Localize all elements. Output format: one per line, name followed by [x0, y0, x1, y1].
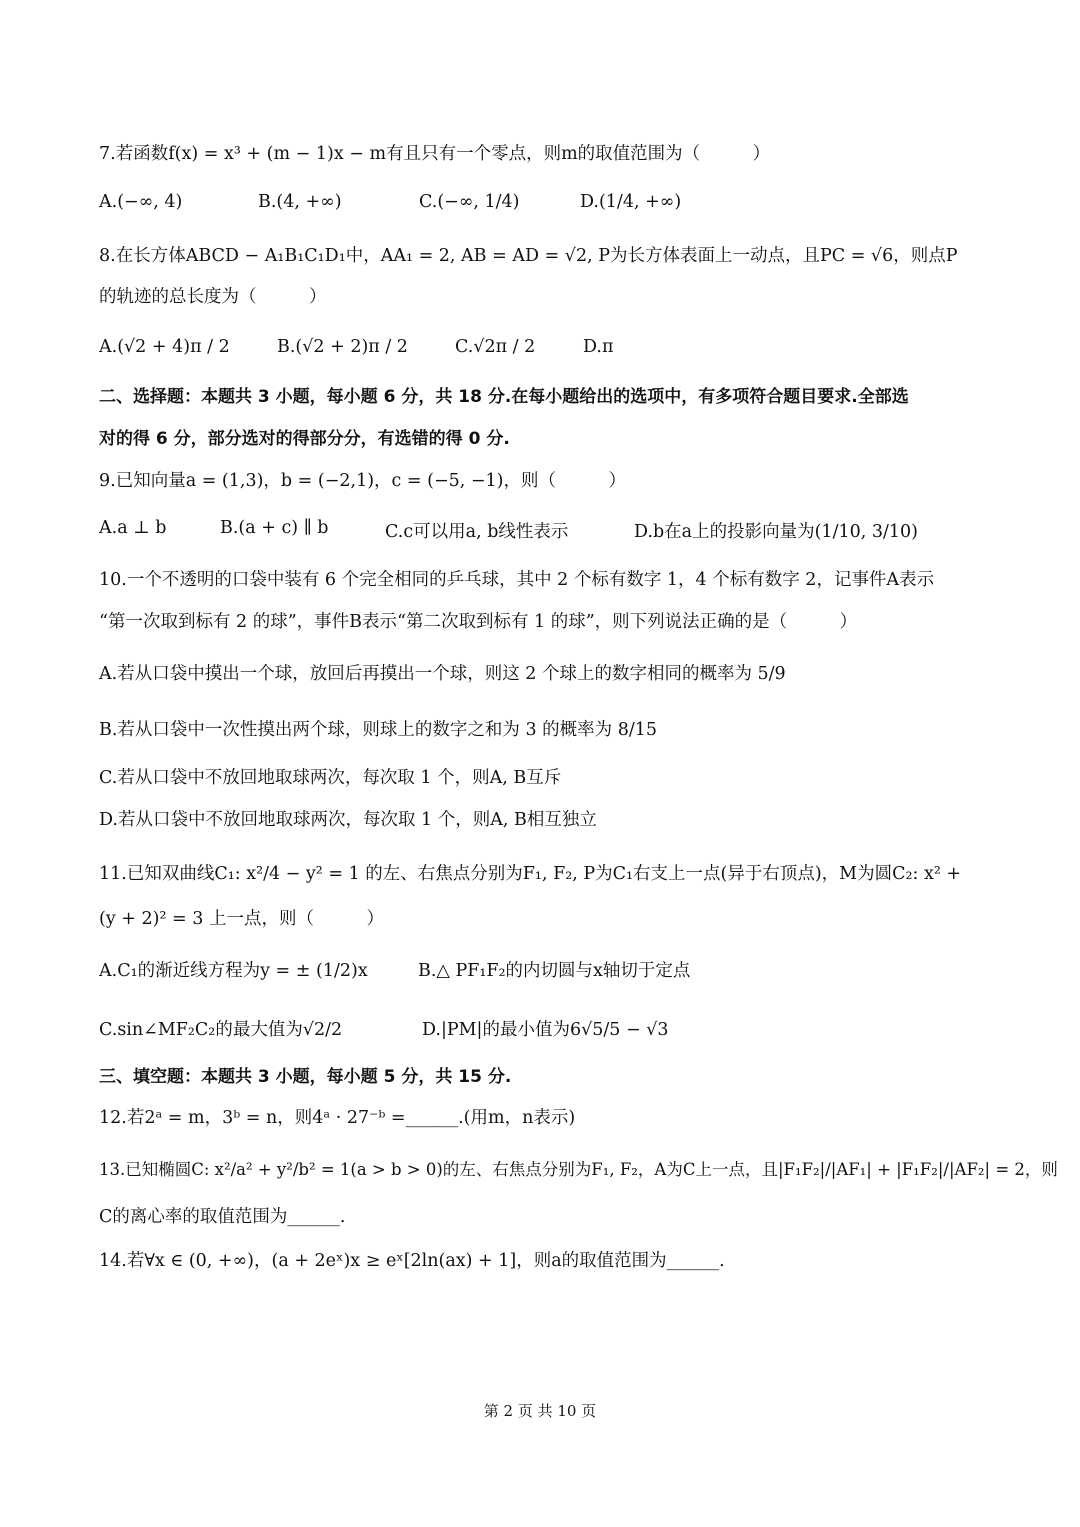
q11-option-b: B.△ PF₁F₂的内切圆与x轴切于定点 — [418, 961, 691, 981]
section3-heading: 三、填空题：本题共 3 小题，每小题 5 分，共 15 分. — [99, 1067, 512, 1087]
q12-stem: 12.若2ᵃ = m，3ᵇ = n，则4ᵃ · 27⁻ᵇ =______.(用m，n表示) — [99, 1108, 576, 1128]
q8-stem-line1: 8.在长方体ABCD − A₁B₁C₁D₁中，AA₁ = 2, AB = AD = √2, P为长方体表面上一动点，且PC = √6，则点P — [99, 246, 958, 266]
q11-stem-line2: (y + 2)² = 3 上一点，则（ ） — [99, 909, 384, 929]
section2-heading-line1: 二、选择题：本题共 3 小题，每小题 6 分，共 18 分.在每小题给出的选项中，有多项符合题目要求.全部选 — [99, 387, 909, 407]
q11-option-c: C.sin∠MF₂C₂的最大值为√2/2 — [99, 1020, 343, 1040]
q14-stem: 14.若∀x ∈ (0, +∞)，(a + 2eˣ)x ≥ eˣ[2ln(ax) + 1]，则a的取值范围为______. — [99, 1251, 725, 1271]
q10-stem-line2: “第一次取到标有 2 的球”，事件B表示“第二次取到标有 1 的球”，则下列说法正确的是（ ） — [99, 612, 858, 632]
q9-option-d: D.b在a上的投影向量为(1/10, 3/10) — [634, 522, 918, 542]
q9-option-c: C.c可以用a, b线性表示 — [385, 522, 569, 542]
q10-option-d: D.若从口袋中不放回地取球两次，每次取 1 个，则A, B相互独立 — [99, 810, 597, 830]
q9-option-b: B.(a + c) ∥ b — [220, 518, 329, 538]
section2-heading-line2: 对的得 6 分，部分选对的得部分分，有选错的得 0 分. — [99, 429, 510, 449]
q11-option-a: A.C₁的渐近线方程为y = ± (1/2)x — [99, 961, 368, 981]
q10-option-a: A.若从口袋中摸出一个球，放回后再摸出一个球，则这 2 个球上的数字相同的概率为 5/9 — [99, 664, 786, 684]
q8-option-a: A.(√2 + 4)π / 2 — [99, 337, 230, 357]
q7-option-c: C.(−∞, 1/4) — [419, 192, 520, 212]
q7-stem: 7.若函数f(x) = x³ + (m − 1)x − m有且只有一个零点，则m的取值范围为（ ） — [99, 144, 771, 164]
q9-stem: 9.已知向量a = (1,3)，b = (−2,1)，c = (−5, −1)，则（ ） — [99, 471, 627, 491]
q7-option-d: D.(1/4, +∞) — [580, 192, 682, 212]
q13-stem-line2: C的离心率的取值范围为______. — [99, 1207, 346, 1227]
q10-stem-line1: 10.一个不透明的口袋中装有 6 个完全相同的乒乓球，其中 2 个标有数字 1，4 个标有数字 2，记事件A表示 — [99, 570, 935, 590]
q11-option-d: D.|PM|的最小值为6√5/5 − √3 — [422, 1020, 669, 1040]
q9-option-a: A.a ⊥ b — [99, 518, 167, 538]
q13-stem-line1: 13.已知椭圆C: x²/a² + y²/b² = 1(a > b > 0)的左、右焦点分别为F₁, F₂，A为C上一点，且|F₁F₂|/|AF₁| + |F₁F₂|/|AF₂| = 2，则 — [99, 1160, 1058, 1179]
q7-option-b: B.(4, +∞) — [258, 192, 342, 212]
q11-stem-line1: 11.已知双曲线C₁: x²/4 − y² = 1 的左、右焦点分别为F₁, F₂, P为C₁右支上一点(异于右顶点)，M为圆C₂: x² + — [99, 864, 962, 884]
page-footer: 第 2 页 共 10 页 — [483, 1402, 597, 1420]
q8-option-b: B.(√2 + 2)π / 2 — [277, 337, 408, 357]
q10-option-b: B.若从口袋中一次性摸出两个球，则球上的数字之和为 3 的概率为 8/15 — [99, 720, 658, 740]
q8-stem-line2: 的轨迹的总长度为（ ） — [99, 287, 327, 307]
q8-option-c: C.√2π / 2 — [455, 337, 536, 357]
q7-option-a: A.(−∞, 4) — [99, 192, 183, 212]
q8-option-d: D.π — [583, 337, 614, 357]
q10-option-c: C.若从口袋中不放回地取球两次，每次取 1 个，则A, B互斥 — [99, 768, 562, 788]
